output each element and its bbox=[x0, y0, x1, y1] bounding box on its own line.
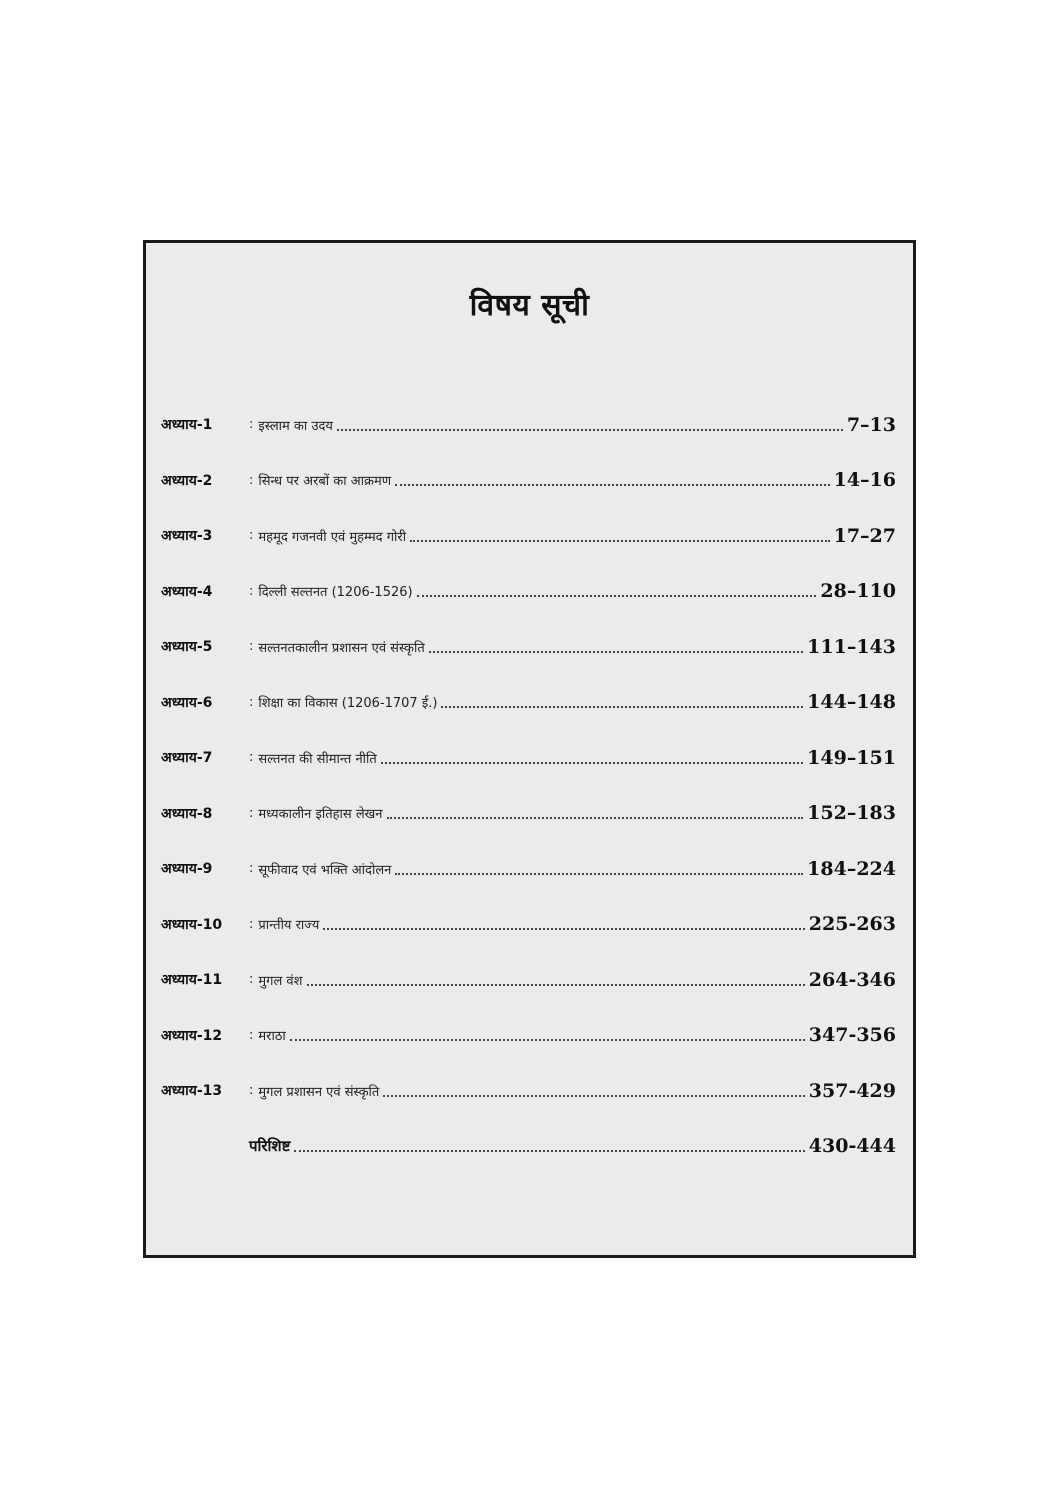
chapter-title: सिन्ध पर अरबों का आक्रमण bbox=[258, 474, 392, 490]
separator: : bbox=[249, 750, 254, 766]
separator: : bbox=[249, 1027, 254, 1043]
page-range: 225-263 bbox=[808, 913, 896, 936]
toc-entry bbox=[161, 675, 896, 731]
toc-entry bbox=[161, 841, 896, 897]
separator: : bbox=[249, 1083, 254, 1099]
separator: : bbox=[249, 639, 254, 655]
dot-leader bbox=[294, 1136, 804, 1152]
appendix-title: परिशिष्ट bbox=[249, 1137, 291, 1156]
page-range: 264-346 bbox=[808, 968, 896, 991]
toc-entry bbox=[161, 453, 896, 509]
chapter-number: अध्याय-10 bbox=[161, 916, 223, 933]
chapter-title: शिक्षा का विकास (1206-1707 ई.) bbox=[258, 696, 438, 712]
chapter-title: प्रान्तीय राज्य bbox=[258, 918, 320, 934]
chapter-number: अध्याय-1 bbox=[161, 417, 213, 434]
chapter-title: सूफीवाद एवं भक्ति आंदोलन bbox=[258, 862, 392, 878]
separator: : bbox=[249, 861, 254, 877]
dot-leader bbox=[395, 470, 829, 486]
separator: : bbox=[249, 528, 254, 544]
table-of-contents bbox=[143, 240, 916, 1258]
separator: : bbox=[249, 472, 254, 488]
chapter-number: अध्याय-9 bbox=[161, 861, 213, 878]
page-range: 144–148 bbox=[807, 691, 896, 714]
page-range: 149–151 bbox=[807, 746, 896, 769]
dot-leader bbox=[381, 748, 803, 764]
toc-entry bbox=[161, 1008, 896, 1064]
toc-list bbox=[161, 397, 896, 1174]
chapter-number: अध्याय-8 bbox=[161, 805, 213, 822]
page-range: 7–13 bbox=[846, 413, 896, 436]
dot-leader bbox=[395, 859, 803, 875]
toc-entry bbox=[161, 730, 896, 786]
chapter-title: मध्यकालीन इतिहास लेखन bbox=[258, 807, 383, 823]
dot-leader bbox=[290, 1025, 805, 1041]
chapter-title: मराठा bbox=[258, 1029, 286, 1045]
page-range: 152–183 bbox=[807, 802, 896, 825]
chapter-title: महमूद गजनवी एवं मुहम्मद गोरी bbox=[258, 529, 407, 545]
chapter-title: इस्लाम का उदय bbox=[258, 418, 333, 434]
chapter-number: अध्याय-6 bbox=[161, 694, 213, 711]
page-range: 184–224 bbox=[807, 857, 896, 880]
dot-leader bbox=[323, 914, 805, 930]
page-range: 347-356 bbox=[808, 1024, 896, 1047]
separator: : bbox=[249, 916, 254, 932]
toc-entry bbox=[161, 1063, 896, 1119]
dot-leader bbox=[429, 637, 803, 653]
dot-leader bbox=[417, 581, 817, 597]
dot-leader bbox=[410, 526, 830, 542]
chapter-number: अध्याय-2 bbox=[161, 472, 213, 489]
separator: : bbox=[249, 805, 254, 821]
chapter-number: अध्याय-12 bbox=[161, 1027, 223, 1044]
separator: : bbox=[249, 417, 254, 433]
chapter-title: सल्तनतकालीन प्रशासन एवं संस्कृति bbox=[258, 640, 425, 656]
dot-leader bbox=[383, 1081, 804, 1097]
toc-heading: विषय सूची bbox=[469, 288, 590, 323]
chapter-number: अध्याय-13 bbox=[161, 1083, 223, 1100]
chapter-title: मुगल प्रशासन एवं संस्कृति bbox=[258, 1084, 380, 1100]
separator: : bbox=[249, 583, 254, 599]
dot-leader bbox=[387, 803, 804, 819]
chapter-number: अध्याय-5 bbox=[161, 639, 213, 656]
dot-leader bbox=[441, 692, 803, 708]
chapter-number: अध्याय-4 bbox=[161, 583, 213, 600]
toc-entry bbox=[161, 508, 896, 564]
dot-leader bbox=[337, 415, 843, 431]
separator: : bbox=[249, 972, 254, 988]
toc-entry bbox=[161, 786, 896, 842]
chapter-number: अध्याय-3 bbox=[161, 528, 213, 545]
chapter-title: दिल्ली सल्तनत (1206-1526) bbox=[258, 585, 413, 601]
chapter-title: मुगल वंश bbox=[258, 973, 303, 989]
page-range: 430-444 bbox=[808, 1135, 896, 1158]
page-range: 28–110 bbox=[820, 580, 896, 603]
separator: : bbox=[249, 694, 254, 710]
page-range: 14–16 bbox=[833, 469, 896, 492]
toc-entry bbox=[161, 619, 896, 675]
toc-entry bbox=[161, 952, 896, 1008]
toc-entry bbox=[161, 564, 896, 620]
dot-leader bbox=[307, 970, 805, 986]
chapter-number: अध्याय-11 bbox=[161, 972, 223, 989]
chapter-number: अध्याय-7 bbox=[161, 750, 213, 767]
page-range: 17–27 bbox=[833, 524, 896, 547]
page-range: 111–143 bbox=[807, 635, 896, 658]
toc-entry bbox=[161, 897, 896, 953]
page-range: 357-429 bbox=[808, 1079, 896, 1102]
toc-entry bbox=[161, 397, 896, 453]
toc-entry-appendix bbox=[161, 1119, 896, 1175]
chapter-title: सल्तनत की सीमान्त नीति bbox=[258, 751, 377, 767]
